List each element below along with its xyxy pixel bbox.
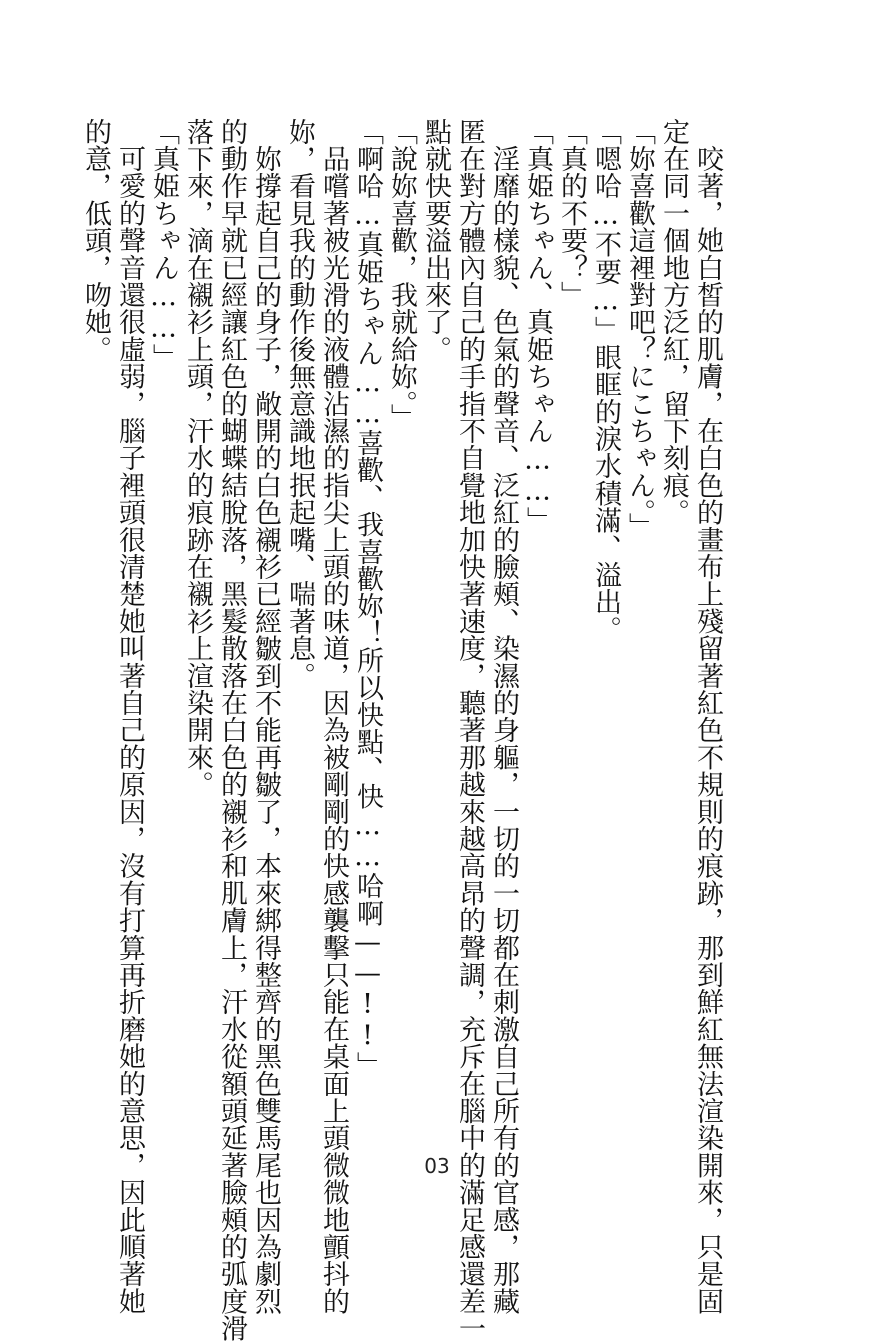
text-column: 「嗯哈…不要…」眼眶的淚水積滿、溢出。 [590, 118, 621, 643]
page-number: 03 [424, 1154, 450, 1178]
text-column: 定在同一個地方泛紅，留下刻痕。 [658, 118, 689, 526]
text-column: 妳撐起自己的身子，敞開的白色襯衫已經皺到不能再皺了，本來綁得整齊的黑色雙馬尾也因為劇烈 [250, 118, 281, 1315]
text-column: 匿在對方體內自己的手指不自覺地加快著速度，聽著那越來越高昂的聲調，充斥在腦中的滿足感還差一 [454, 118, 485, 1342]
text-column: 妳，看見我的動作後無意識地抿起嘴、喘著息。 [284, 118, 315, 690]
text-column: 「說妳喜歡，我就給妳。」 [386, 118, 417, 431]
text-column: 「真姫ちゃん……」 [148, 118, 179, 371]
text-column: 淫靡的樣貌、色氣的聲音、泛紅的臉頰、染濕的身軀，一切的一切都在刺激自己所有的官感，那藏 [488, 118, 519, 1315]
text-column: 「真的不要？」 [556, 118, 587, 309]
text-column: 的意，低頭，吻她。 [80, 118, 111, 363]
text-column: 點就快要溢出來了。 [420, 118, 451, 363]
text-column: 「啊哈…真姫ちゃん……喜歡、我喜歡妳！所以快點、快……哈啊——!!」 [352, 118, 383, 1079]
text-column: 「真姫ちゃん、真姫ちゃん……」 [522, 118, 553, 534]
text-column: 落下來，滴在襯衫上頭，汗水的痕跡在襯衫上渲染開來。 [182, 118, 213, 798]
text-column: 咬著，她白皙的肌膚，在白色的畫布上殘留著紅色不規則的痕跡，那到鮮紅無法渲染開來，只是固 [692, 118, 723, 1315]
text-column: 可愛的聲音還很虛弱，腦子裡頭很清楚她叫著自己的原因，沒有打算再折磨她的意思，因此順著她 [114, 118, 145, 1315]
text-column: 品嚐著被光滑的液體沾濕的指尖上頭的味道，因為被剛剛的快感襲擊只能在桌面上頭微微地顫抖的 [318, 118, 349, 1315]
text-column: 「妳喜歡這裡對吧？にこちゃん。」 [624, 118, 655, 540]
text-column: 的動作早就已經讓紅色的蝴蝶結脫落，黑髮散落在白色的襯衫和肌膚上，汗水從額頭延著臉頰的弧度滑 [216, 118, 247, 1342]
